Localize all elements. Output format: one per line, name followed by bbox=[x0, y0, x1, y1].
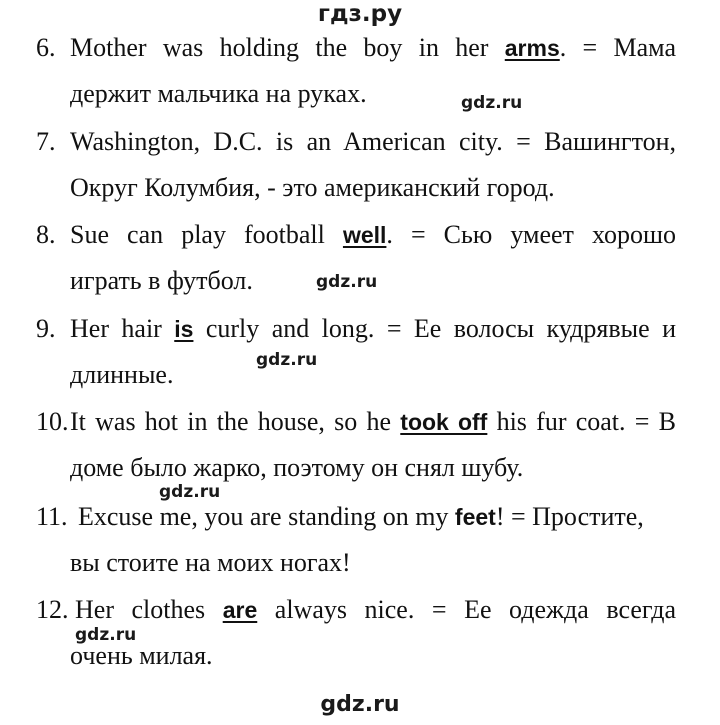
header-watermark: гдз.ру bbox=[317, 1, 403, 27]
item-line-1: Excuse me, you are standing on my feet! = Простите, bbox=[78, 502, 644, 531]
item-number: 7. bbox=[36, 127, 56, 156]
item-line-2: держит мальчика на руках. bbox=[70, 79, 367, 108]
keyword: took off bbox=[400, 409, 488, 435]
item-number: 10. bbox=[36, 407, 69, 436]
item-number: 12. bbox=[36, 595, 69, 624]
watermark: gdz.ru bbox=[159, 482, 221, 502]
exercise-item-12 bbox=[70, 587, 676, 679]
item-line-2: вы стоите на моих ногах! bbox=[70, 548, 351, 577]
watermark: gdz.ru bbox=[75, 625, 137, 645]
item-line-2: Округ Колумбия, - это американский город. bbox=[70, 173, 555, 202]
item-number: 11. bbox=[36, 502, 68, 531]
item-line-1: Her clothes are always nice. = Ее одежда всегда bbox=[75, 595, 676, 624]
keyword: well bbox=[342, 222, 387, 248]
item-line-1: Washington, D.C. is an American city. = Вашингтон, bbox=[70, 127, 676, 156]
exercise-item-7 bbox=[70, 119, 676, 211]
item-line-1: Her hair is curly and long. = Ее волосы кудрявые и bbox=[70, 314, 676, 343]
keyword: arms bbox=[504, 35, 560, 61]
item-line-1: Sue can play football well. = Сью умеет хорошо bbox=[70, 220, 676, 249]
item-line-2: играть в футбол. bbox=[70, 266, 253, 295]
item-line-1: It was hot in the house, so he took off his fur coat. = В bbox=[70, 407, 677, 436]
item-line-2: длинные. bbox=[70, 360, 174, 389]
item-number: 8. bbox=[36, 220, 56, 249]
exercise-item-6 bbox=[70, 25, 676, 117]
exercise-item-11 bbox=[70, 494, 676, 586]
item-line-2: доме было жарко, поэтому он снял шубу. bbox=[70, 453, 524, 482]
keyword: feet bbox=[454, 504, 496, 530]
item-line-2: очень милая. bbox=[70, 641, 213, 670]
item-number: 9. bbox=[36, 314, 56, 343]
item-number: 6. bbox=[36, 33, 56, 62]
watermark: gdz.ru bbox=[316, 272, 378, 292]
exercise-item-10 bbox=[70, 399, 676, 491]
keyword: are bbox=[222, 597, 258, 623]
watermark: gdz.ru bbox=[461, 93, 523, 113]
exercise-item-9 bbox=[70, 306, 676, 398]
keyword: is bbox=[174, 316, 194, 342]
item-line-1: Mother was holding the boy in her arms. = Мама bbox=[70, 33, 677, 62]
footer-watermark: gdz.ru bbox=[320, 692, 400, 717]
watermark: gdz.ru bbox=[256, 350, 318, 370]
